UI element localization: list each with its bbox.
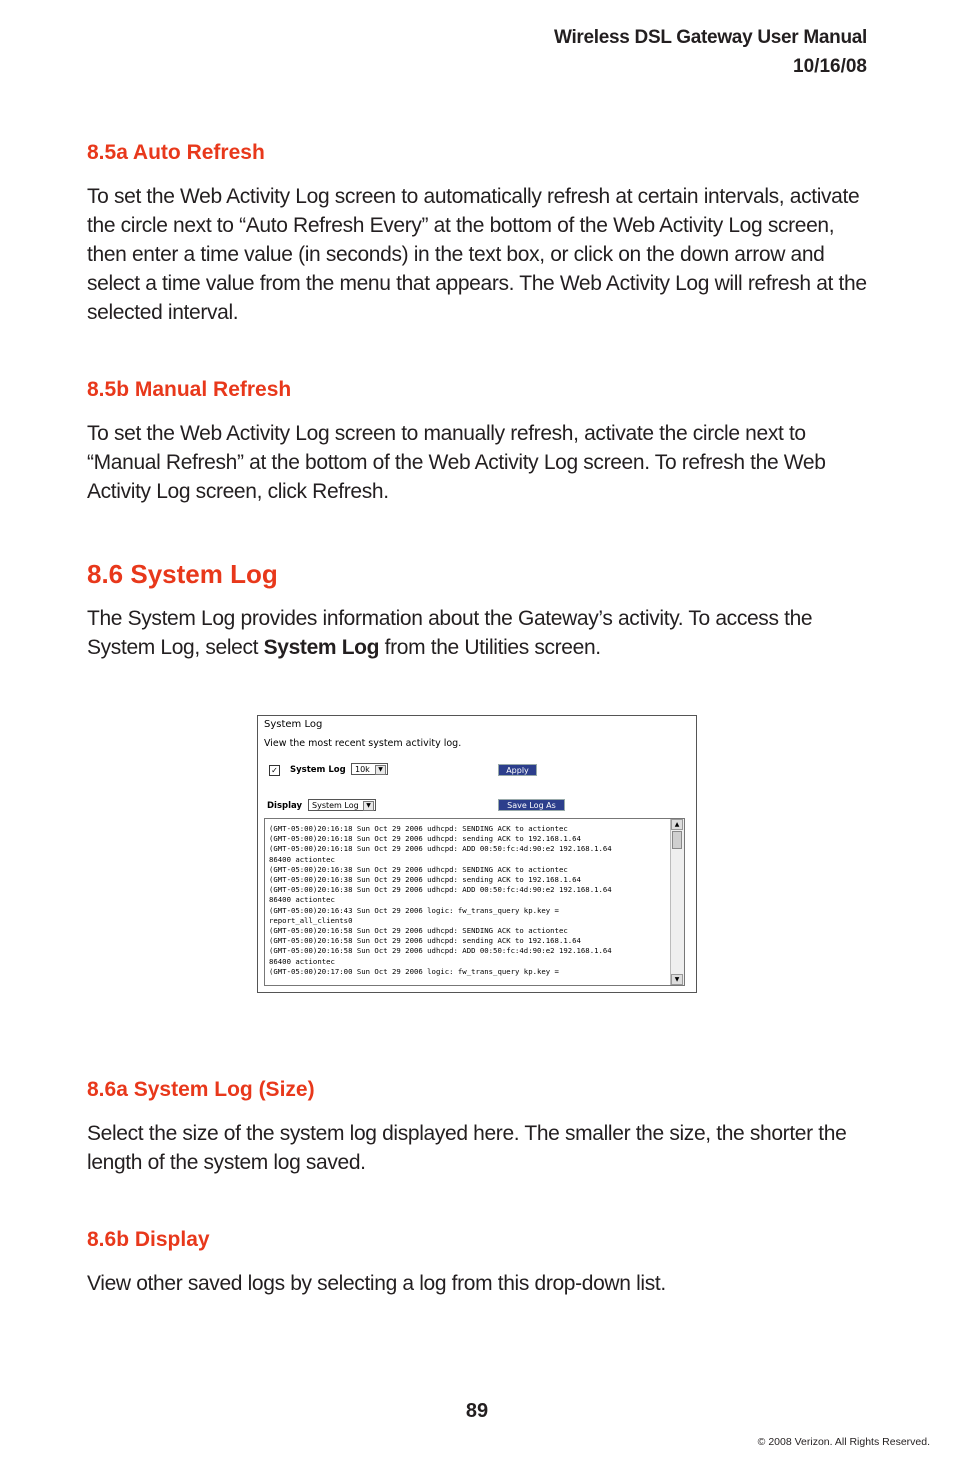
manual-date: 10/16/08 — [793, 56, 867, 77]
size-label: System Log — [290, 765, 346, 775]
log-line: 86400 actiontec — [269, 854, 335, 864]
screenshot-description: View the most recent system activity log. — [264, 738, 462, 749]
display-select-value: System Log — [312, 801, 359, 810]
heading-8-6a: 8.6a System Log (Size) — [87, 1078, 315, 1101]
paragraph-8-6b: View other saved logs by selecting a log from this drop-down list. — [87, 1272, 666, 1295]
chevron-down-icon: ▼ — [375, 765, 386, 775]
log-line: report_all_clients0 — [269, 915, 353, 925]
log-line: (GMT-05:00)20:16:43 Sun Oct 29 2006 logic: fw_trans_query kp.key = — [269, 905, 559, 915]
display-select[interactable] — [308, 799, 376, 811]
scroll-up-icon[interactable]: ▲ — [671, 819, 683, 830]
log-textarea[interactable] — [264, 818, 685, 986]
log-line: (GMT-05:00)20:16:38 Sun Oct 29 2006 udhcpd: ADD 00:50:fc:4d:90:e2 192.168.1.64 — [269, 885, 612, 895]
screenshot-title: System Log — [264, 719, 323, 730]
log-line: (GMT-05:00)20:16:18 Sun Oct 29 2006 udhcpd: ADD 00:50:fc:4d:90:e2 192.168.1.64 — [269, 844, 612, 854]
log-line: (GMT-05:00)20:16:58 Sun Oct 29 2006 udhcpd: ADD 00:50:fc:4d:90:e2 192.168.1.64 — [269, 946, 612, 956]
log-line: (GMT-05:00)20:16:38 Sun Oct 29 2006 udhcpd: SENDING ACK to actiontec — [269, 864, 568, 874]
heading-8-6: 8.6 System Log — [87, 559, 278, 589]
system-log-screenshot — [257, 715, 697, 993]
copyright: © 2008 Verizon. All Rights Reserved. — [757, 1436, 930, 1448]
log-line: (GMT-05:00)20:16:38 Sun Oct 29 2006 udhcpd: sending ACK to 192.168.1.64 — [269, 875, 581, 885]
save-log-as-button[interactable]: Save Log As — [498, 799, 565, 811]
scroll-down-icon[interactable]: ▼ — [671, 974, 683, 985]
manual-title: Wireless DSL Gateway User Manual — [553, 27, 867, 48]
log-line: (GMT-05:00)20:16:18 Sun Oct 29 2006 udhcpd: sending ACK to 192.168.1.64 — [269, 834, 581, 844]
log-line: 86400 actiontec — [269, 895, 335, 905]
paragraph-8-6-text-end: from the Utilities screen. — [379, 636, 601, 659]
chevron-down-icon: ▼ — [363, 801, 374, 811]
log-line: (GMT-05:00)20:16:58 Sun Oct 29 2006 udhcpd: sending ACK to 192.168.1.64 — [269, 936, 581, 946]
page-number: 89 — [465, 1400, 489, 1422]
scroll-thumb[interactable] — [672, 831, 682, 849]
paragraph-8-6-bold: System Log — [263, 636, 380, 659]
log-lines — [269, 824, 669, 977]
log-line: (GMT-05:00)20:16:18 Sun Oct 29 2006 udhcpd: SENDING ACK to actiontec — [269, 824, 568, 833]
size-select-value: 10k — [355, 765, 370, 774]
paragraph-8-6a: Select the size of the system log displayed here. The smaller the size, the shorter the length of the system log saved. — [87, 1122, 847, 1174]
paragraph-8-6-text: The System Log provides information about the Gateway’s activity. To access the System Log, select — [87, 607, 813, 659]
log-scrollbar[interactable] — [670, 819, 684, 985]
size-select[interactable] — [351, 763, 388, 775]
heading-8-5b: 8.5b Manual Refresh — [87, 378, 292, 401]
paragraph-8-6 — [87, 604, 877, 662]
heading-8-6b: 8.6b Display — [87, 1228, 210, 1251]
log-line: 86400 actiontec — [269, 956, 335, 966]
apply-button[interactable]: Apply — [498, 764, 537, 776]
log-line: (GMT-05:00)20:16:58 Sun Oct 29 2006 udhcpd: SENDING ACK to actiontec — [269, 926, 568, 936]
paragraph-8-5a: To set the Web Activity Log screen to automatically refresh at certain intervals, activate the circle next to “Auto Refresh Every” at the bottom of the Web Activity Log screen, then enter a time value (in seconds) in the text box, or click on the down arrow and select a time value from the menu that appears. The Web Activity Log will refresh at the selected interval. — [87, 185, 867, 324]
heading-8-5a: 8.5a Auto Refresh — [87, 141, 265, 164]
display-label: Display — [267, 801, 303, 811]
system-log-checkbox[interactable]: ✓ — [269, 765, 280, 776]
log-line: (GMT-05:00)20:17:00 Sun Oct 29 2006 logic: fw_trans_query kp.key = — [269, 966, 559, 976]
paragraph-8-5b: To set the Web Activity Log screen to manually refresh, activate the circle next to “Manual Refresh” at the bottom of the Web Activity Log screen. To refresh the Web Activity Log screen, click Refresh. — [87, 422, 826, 503]
